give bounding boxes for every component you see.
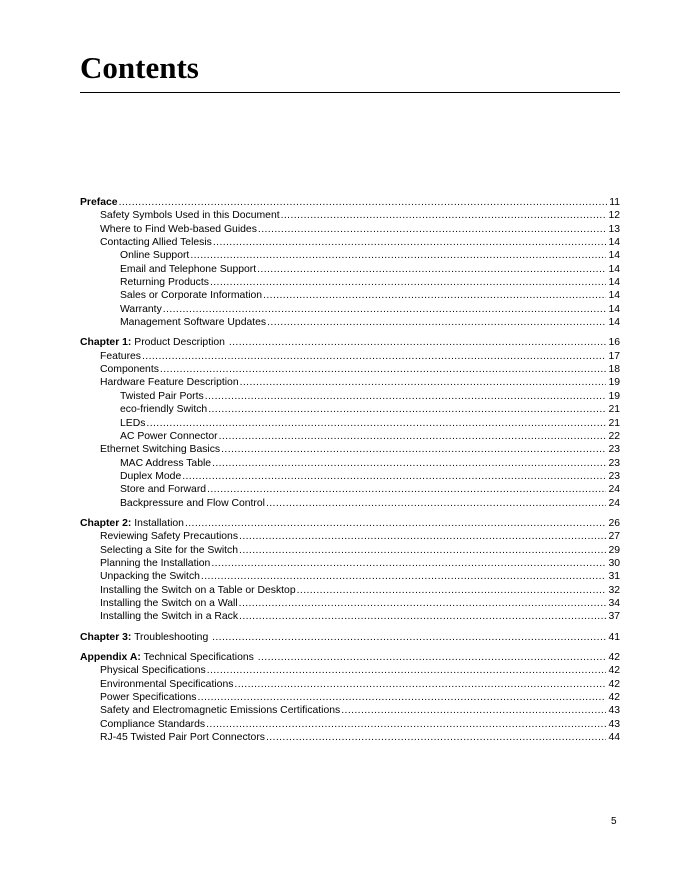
- toc-entry-title: [100, 443, 220, 456]
- toc-section: [80, 196, 620, 329]
- toc-entry-label: Chapter 1:: [80, 337, 132, 349]
- dot-leader: [197, 691, 606, 704]
- toc-entry-page: 14: [608, 263, 620, 275]
- toc-entry-page: 43: [608, 718, 620, 730]
- toc-entry[interactable]: [80, 417, 620, 430]
- dot-leader: [297, 584, 607, 597]
- dot-leader: [213, 236, 607, 249]
- toc-entry-page: 23: [608, 457, 620, 469]
- toc-entry-text: Sales or Corporate Information: [120, 290, 263, 302]
- toc-entry-text: Twisted Pair Ports: [120, 390, 204, 402]
- toc-entry-page: 26: [608, 517, 620, 529]
- toc-entry[interactable]: [80, 678, 620, 691]
- toc-entry[interactable]: [80, 470, 620, 483]
- toc-entry-text: Installing the Switch in a Rack: [100, 611, 239, 623]
- toc-entry-title: [100, 557, 210, 570]
- toc-entry-page: 18: [608, 364, 620, 376]
- toc-entry[interactable]: [80, 363, 620, 376]
- toc-section: [80, 651, 620, 744]
- toc-entry-title: [120, 316, 266, 329]
- toc-entry-page: 31: [608, 571, 620, 583]
- dot-leader: [207, 664, 607, 677]
- toc-entry-page: 23: [608, 444, 620, 456]
- toc-entry[interactable]: [80, 497, 620, 510]
- toc-entry[interactable]: [80, 209, 620, 222]
- toc-entry-title: [120, 276, 209, 289]
- dot-leader: [146, 417, 606, 430]
- dot-leader: [341, 704, 606, 717]
- toc-entry-text: Hardware Feature Description: [100, 377, 239, 389]
- dot-leader: [142, 350, 606, 363]
- toc-entry-page: 42: [608, 665, 620, 677]
- toc-entry-page: 16: [608, 337, 620, 349]
- toc-entry-title: [120, 497, 265, 510]
- toc-entry-page: 34: [608, 597, 620, 609]
- toc-entry-title: [100, 678, 233, 691]
- dot-leader: [119, 196, 608, 209]
- toc-entry-title: [100, 209, 280, 222]
- toc-entry-title: [80, 631, 211, 644]
- toc-entry-text: Environmental Specifications: [100, 678, 234, 690]
- toc-entry-text: MAC Address Table: [120, 457, 212, 469]
- toc-entry-text: Returning Products: [120, 277, 209, 289]
- page-title: Contents: [80, 50, 199, 85]
- toc-entry-title: [100, 704, 340, 717]
- toc-entry[interactable]: [80, 276, 620, 289]
- toc-entry[interactable]: [80, 196, 620, 209]
- toc-entry-title: [120, 263, 256, 276]
- toc-entry[interactable]: [80, 544, 620, 557]
- toc-entry-page: 19: [608, 390, 620, 402]
- table-of-contents: [80, 196, 620, 751]
- toc-entry-label: Chapter 2:: [80, 517, 132, 529]
- dot-leader: [281, 209, 607, 222]
- toc-entry-title: [100, 544, 238, 557]
- toc-entry[interactable]: [80, 336, 620, 349]
- toc-entry-page: 14: [608, 290, 620, 302]
- toc-entry-title: [100, 363, 159, 376]
- toc-entry-text: RJ-45 Twisted Pair Port Connectors: [100, 732, 265, 744]
- toc-entry[interactable]: [80, 316, 620, 329]
- toc-entry[interactable]: [80, 457, 620, 470]
- toc-entry[interactable]: [80, 249, 620, 262]
- toc-entry-page: 11: [609, 197, 620, 208]
- toc-entry-text: Selecting a Site for the Switch: [100, 544, 239, 556]
- toc-entry-title: [100, 691, 196, 704]
- toc-entry[interactable]: [80, 483, 620, 496]
- toc-entry-page: 12: [608, 210, 620, 222]
- dot-leader: [201, 570, 607, 583]
- dot-leader: [266, 497, 606, 510]
- dot-leader: [267, 316, 606, 329]
- toc-entry-page: 14: [608, 277, 620, 289]
- dot-leader: [182, 470, 606, 483]
- toc-entry-text: Installing the Switch on a Wall: [100, 597, 238, 609]
- toc-entry[interactable]: [80, 731, 620, 744]
- toc-entry[interactable]: [80, 597, 620, 610]
- dot-leader: [258, 223, 607, 236]
- toc-entry-page: 37: [608, 611, 620, 623]
- toc-entry-page: 24: [608, 497, 620, 509]
- toc-entry[interactable]: [80, 651, 620, 664]
- toc-entry-title: [100, 530, 238, 543]
- dot-leader: [221, 443, 606, 456]
- toc-entry-page: 43: [608, 705, 620, 717]
- toc-entry[interactable]: [80, 236, 620, 249]
- toc-entry-text: Compliance Standards: [100, 718, 206, 730]
- dot-leader: [212, 631, 606, 644]
- toc-entry-text: Store and Forward: [120, 484, 207, 496]
- toc-entry-page: 21: [608, 417, 620, 429]
- toc-entry-title: [100, 570, 200, 583]
- toc-entry-page: 30: [608, 557, 620, 569]
- toc-entry[interactable]: [80, 704, 620, 717]
- toc-entry-page: 14: [608, 303, 620, 315]
- page-number: 5: [611, 816, 617, 827]
- toc-entry-text: Product Description: [131, 337, 228, 349]
- dot-leader: [210, 276, 606, 289]
- toc-entry-title: [120, 483, 206, 496]
- toc-entry-text: Unpacking the Switch: [100, 571, 200, 583]
- dot-leader: [211, 557, 606, 570]
- toc-entry-page: 42: [608, 678, 620, 690]
- dot-leader: [239, 530, 606, 543]
- toc-entry-title: [80, 336, 228, 349]
- toc-entry-title: [120, 390, 204, 403]
- toc-entry-title: [100, 350, 141, 363]
- toc-entry[interactable]: [80, 557, 620, 570]
- toc-entry-text: Installation: [131, 517, 184, 529]
- toc-entry-text: Components: [100, 364, 159, 376]
- toc-entry-title: [120, 289, 262, 302]
- dot-leader: [160, 363, 607, 376]
- toc-entry-page: 24: [608, 484, 620, 496]
- toc-entry-title: [100, 718, 205, 731]
- toc-entry-title: [100, 597, 238, 610]
- toc-entry-title: [80, 651, 257, 664]
- toc-entry[interactable]: [80, 430, 620, 443]
- dot-leader: [234, 678, 606, 691]
- dot-leader: [212, 457, 606, 470]
- dot-leader: [239, 597, 607, 610]
- toc-entry-text: Reviewing Safety Precautions: [100, 531, 239, 543]
- toc-entry-label: Preface: [80, 197, 118, 208]
- toc-entry-text: Where to Find Web-based Guides: [100, 223, 257, 235]
- toc-entry[interactable]: [80, 223, 620, 236]
- dot-leader: [205, 390, 607, 403]
- toc-entry-title: [120, 403, 207, 416]
- dot-leader: [219, 430, 607, 443]
- toc-entry[interactable]: [80, 691, 620, 704]
- toc-entry-text: Troubleshooting: [131, 631, 212, 643]
- toc-entry[interactable]: [80, 443, 620, 456]
- toc-entry-text: Features: [100, 350, 142, 362]
- toc-entry[interactable]: [80, 610, 620, 623]
- toc-entry[interactable]: [80, 718, 620, 731]
- toc-entry-text: Contacting Allied Telesis: [100, 237, 212, 249]
- title-rule: [80, 92, 620, 93]
- toc-entry[interactable]: [80, 530, 620, 543]
- toc-entry-text: eco-friendly Switch: [120, 404, 208, 416]
- toc-entry-page: 13: [608, 223, 620, 235]
- toc-entry-page: 32: [608, 584, 620, 596]
- toc-entry-label: Chapter 3:: [80, 631, 132, 643]
- toc-entry-page: 29: [608, 544, 620, 556]
- dot-leader: [229, 336, 607, 349]
- toc-entry-page: 42: [608, 692, 620, 704]
- toc-entry-page: 22: [608, 430, 620, 442]
- toc-entry-page: 14: [608, 250, 620, 262]
- toc-section: [80, 631, 620, 644]
- toc-entry[interactable]: [80, 517, 620, 530]
- toc-entry[interactable]: [80, 403, 620, 416]
- dot-leader: [190, 249, 606, 262]
- toc-entry-title: [120, 303, 162, 316]
- toc-entry-page: 14: [608, 237, 620, 249]
- toc-entry-text: Power Specifications: [100, 692, 197, 704]
- toc-entry-title: [80, 196, 118, 209]
- dot-leader: [207, 483, 606, 496]
- toc-section: [80, 517, 620, 624]
- toc-entry-text: Duplex Mode: [120, 470, 182, 482]
- toc-entry[interactable]: [80, 584, 620, 597]
- toc-entry-title: [100, 664, 206, 677]
- dot-leader: [239, 610, 606, 623]
- toc-entry-text: Physical Specifications: [100, 665, 206, 677]
- toc-entry-title: [100, 610, 238, 623]
- toc-entry-title: [80, 517, 184, 530]
- toc-entry[interactable]: [80, 289, 620, 302]
- toc-entry-page: 27: [608, 531, 620, 543]
- toc-entry-title: [100, 584, 296, 597]
- toc-entry-text: Backpressure and Flow Control: [120, 497, 265, 509]
- toc-entry-page: 23: [608, 470, 620, 482]
- toc-entry-title: [120, 457, 211, 470]
- toc-entry-text: Management Software Updates: [120, 317, 267, 329]
- dot-leader: [206, 718, 606, 731]
- dot-leader: [185, 517, 606, 530]
- toc-entry-title: [120, 470, 181, 483]
- toc-entry[interactable]: [80, 664, 620, 677]
- toc-entry-text: Online Support: [120, 250, 190, 262]
- toc-entry-text: Safety and Electromagnetic Emissions Certifications: [100, 705, 341, 717]
- toc-entry-text: Warranty: [120, 303, 162, 315]
- toc-entry-text: Email and Telephone Support: [120, 263, 257, 275]
- toc-entry-title: [100, 223, 257, 236]
- toc-entry-text: Installing the Switch on a Table or Desktop: [100, 584, 296, 596]
- toc-entry-text: Ethernet Switching Basics: [100, 444, 221, 456]
- toc-entry-title: [120, 417, 145, 430]
- toc-entry-title: [120, 249, 189, 262]
- toc-entry[interactable]: [80, 570, 620, 583]
- toc-entry[interactable]: [80, 350, 620, 363]
- toc-entry-text: AC Power Connector: [120, 430, 218, 442]
- toc-entry-text: LEDs: [120, 417, 146, 429]
- toc-entry[interactable]: [80, 376, 620, 389]
- toc-entry-page: 14: [608, 317, 620, 329]
- toc-entry[interactable]: [80, 263, 620, 276]
- dot-leader: [239, 544, 606, 557]
- toc-entry-page: 21: [608, 404, 620, 416]
- dot-leader: [240, 376, 607, 389]
- toc-entry[interactable]: [80, 303, 620, 316]
- toc-entry-page: 42: [608, 652, 620, 663]
- toc-entry-text: Technical Specifications: [140, 652, 257, 663]
- toc-entry-page: 41: [608, 631, 620, 643]
- dot-leader: [266, 731, 606, 744]
- toc-entry-title: [120, 430, 218, 443]
- toc-entry[interactable]: [80, 390, 620, 403]
- toc-entry-title: [100, 376, 239, 389]
- toc-entry-title: [100, 731, 265, 744]
- toc-entry-page: 44: [608, 732, 620, 744]
- dot-leader: [258, 651, 607, 664]
- toc-entry-text: Safety Symbols Used in this Document: [100, 210, 280, 222]
- toc-entry-page: 17: [608, 350, 620, 362]
- toc-entry[interactable]: [80, 631, 620, 644]
- dot-leader: [257, 263, 606, 276]
- toc-entry-text: Planning the Installation: [100, 557, 211, 569]
- dot-leader: [163, 303, 607, 316]
- dot-leader: [263, 289, 606, 302]
- toc-entry-label: Appendix A:: [80, 652, 141, 663]
- toc-entry-page: 19: [608, 377, 620, 389]
- toc-entry-title: [100, 236, 212, 249]
- dot-leader: [208, 403, 606, 416]
- toc-section: [80, 336, 620, 509]
